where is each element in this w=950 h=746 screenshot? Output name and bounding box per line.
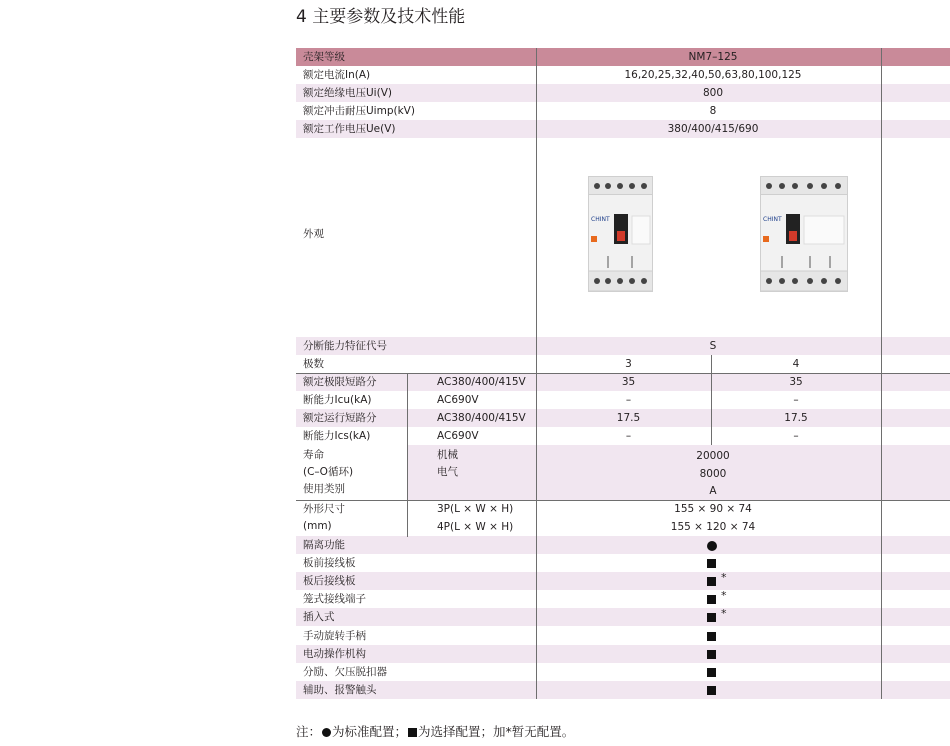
- filled-circle-icon: [707, 537, 717, 553]
- impulse-voltage-label: 额定冲击耐压Uimp(kV): [303, 105, 415, 117]
- ics-label-line1: 额定运行短路分: [303, 412, 377, 424]
- section-title: 4 主要参数及技术性能: [296, 7, 466, 27]
- filled-square-icon: [707, 646, 716, 662]
- dims-3p-label: 3P(L × W × H): [437, 503, 514, 515]
- footnote-prefix: 注：: [296, 724, 322, 739]
- ics-sub-1: AC380/400/415V: [437, 412, 526, 424]
- ics-4p-1: 17.5: [784, 412, 808, 424]
- ics-3p-2: –: [625, 430, 632, 442]
- icu-sub-1: AC380/400/415V: [437, 376, 526, 388]
- filled-square-icon: [707, 664, 716, 680]
- life-label-line3: 使用类别: [303, 483, 345, 495]
- filled-square-icon: [707, 609, 716, 625]
- stripe-bg: [296, 645, 950, 663]
- breaker-brand-text: CHINT: [591, 216, 610, 223]
- life-category-value: A: [709, 485, 717, 497]
- frame-grade-label: 壳架等级: [303, 51, 345, 63]
- filled-square-icon: [707, 682, 716, 698]
- footnote-optional: 为选择配置；加*暂无配置。: [418, 724, 575, 739]
- icu-sub-2: AC690V: [437, 394, 479, 406]
- working-voltage-value: 380/400/415/690: [667, 123, 759, 135]
- dims-4p-value: 155 × 120 × 74: [670, 521, 756, 533]
- feature-label-front-terminal: 板前接线板: [303, 557, 356, 569]
- feature-label-auxiliary-contact: 辅助、报警触头: [303, 684, 377, 696]
- poles-4: 4: [792, 358, 800, 370]
- filled-square-icon: [408, 728, 417, 737]
- ics-3p-1: 17.5: [616, 412, 641, 424]
- footnote: [296, 722, 574, 742]
- life-label-line2: (C–O循环): [303, 466, 354, 478]
- insulation-voltage-value: 800: [702, 87, 724, 99]
- working-voltage-label: 额定工作电压Ue(V): [303, 123, 396, 135]
- filled-circle-icon: [322, 728, 331, 737]
- sub-divider: [407, 373, 408, 537]
- icu-label-line1: 额定极限短路分: [303, 376, 377, 388]
- dims-label-line1: 外形尺寸: [303, 503, 345, 515]
- icu-label-line2: 断能力Icu(kA): [303, 394, 372, 406]
- poles-label: 极数: [303, 358, 324, 370]
- frame-grade-value: NM7–125: [688, 51, 738, 63]
- breaker-3p-image: [588, 176, 653, 292]
- dims-label-line2: (mm): [303, 520, 332, 532]
- ics-sub-2: AC690V: [437, 430, 479, 442]
- feature-label-cage-terminal: 笼式接线端子: [303, 593, 366, 605]
- unavailable-star: *: [721, 607, 727, 620]
- life-mech-value: 20000: [696, 450, 730, 462]
- impulse-voltage-value: 8: [709, 105, 717, 117]
- feature-label-shunt-release: 分励、欠压脱扣器: [303, 666, 387, 678]
- filled-square-icon: [707, 573, 716, 589]
- filled-square-icon: [707, 555, 716, 571]
- ics-label-line2: 断能力Ics(kA): [303, 430, 371, 442]
- feature-label-rear-terminal: 板后接线板: [303, 575, 356, 587]
- unavailable-star: *: [721, 571, 727, 584]
- icu-4p-1: 35: [789, 376, 803, 388]
- dims-4p-label: 4P(L × W × H): [437, 521, 514, 533]
- appearance-label: 外观: [303, 228, 324, 240]
- stripe-bg: [296, 608, 950, 626]
- icu-4p-2: –: [793, 394, 799, 406]
- feature-label-plug-in: 插入式: [303, 611, 335, 623]
- rated-current-label: 额定电流In(A): [303, 69, 371, 81]
- filled-square-icon: [707, 591, 716, 607]
- life-elec-value: 8000: [699, 468, 727, 480]
- life-elec-label: 电气: [437, 466, 458, 478]
- poles-3: 3: [625, 358, 632, 370]
- dims-3p-value: 155 × 90 × 74: [674, 503, 752, 515]
- life-label-line1: 寿命: [303, 449, 324, 461]
- breaking-code-value: S: [709, 340, 717, 352]
- insulation-voltage-label: 额定绝缘电压Ui(V): [303, 87, 392, 99]
- breaker-brand-text: CHINT: [763, 216, 782, 223]
- filled-square-icon: [707, 628, 716, 644]
- icu-3p-1: 35: [621, 376, 636, 388]
- breaking-code-label: 分断能力特征代号: [303, 340, 387, 352]
- stripe-bg: [296, 536, 950, 554]
- breaker-4p-image: [760, 176, 848, 292]
- feature-label-rotary-handle: 手动旋转手柄: [303, 630, 366, 642]
- stripe-bg: [296, 681, 950, 699]
- feature-label-motor-operator: 电动操作机构: [303, 648, 366, 660]
- life-mech-label: 机械: [437, 449, 458, 461]
- rated-current-value: 16,20,25,32,40,50,63,80,100,125: [624, 69, 802, 81]
- ics-4p-2: –: [793, 430, 799, 442]
- footnote-standard: 为标准配置；: [332, 724, 408, 739]
- stripe-bg: [296, 572, 950, 590]
- feature-label-isolation: 隔离功能: [303, 539, 345, 551]
- icu-3p-2: –: [625, 394, 632, 406]
- unavailable-star: *: [721, 589, 727, 602]
